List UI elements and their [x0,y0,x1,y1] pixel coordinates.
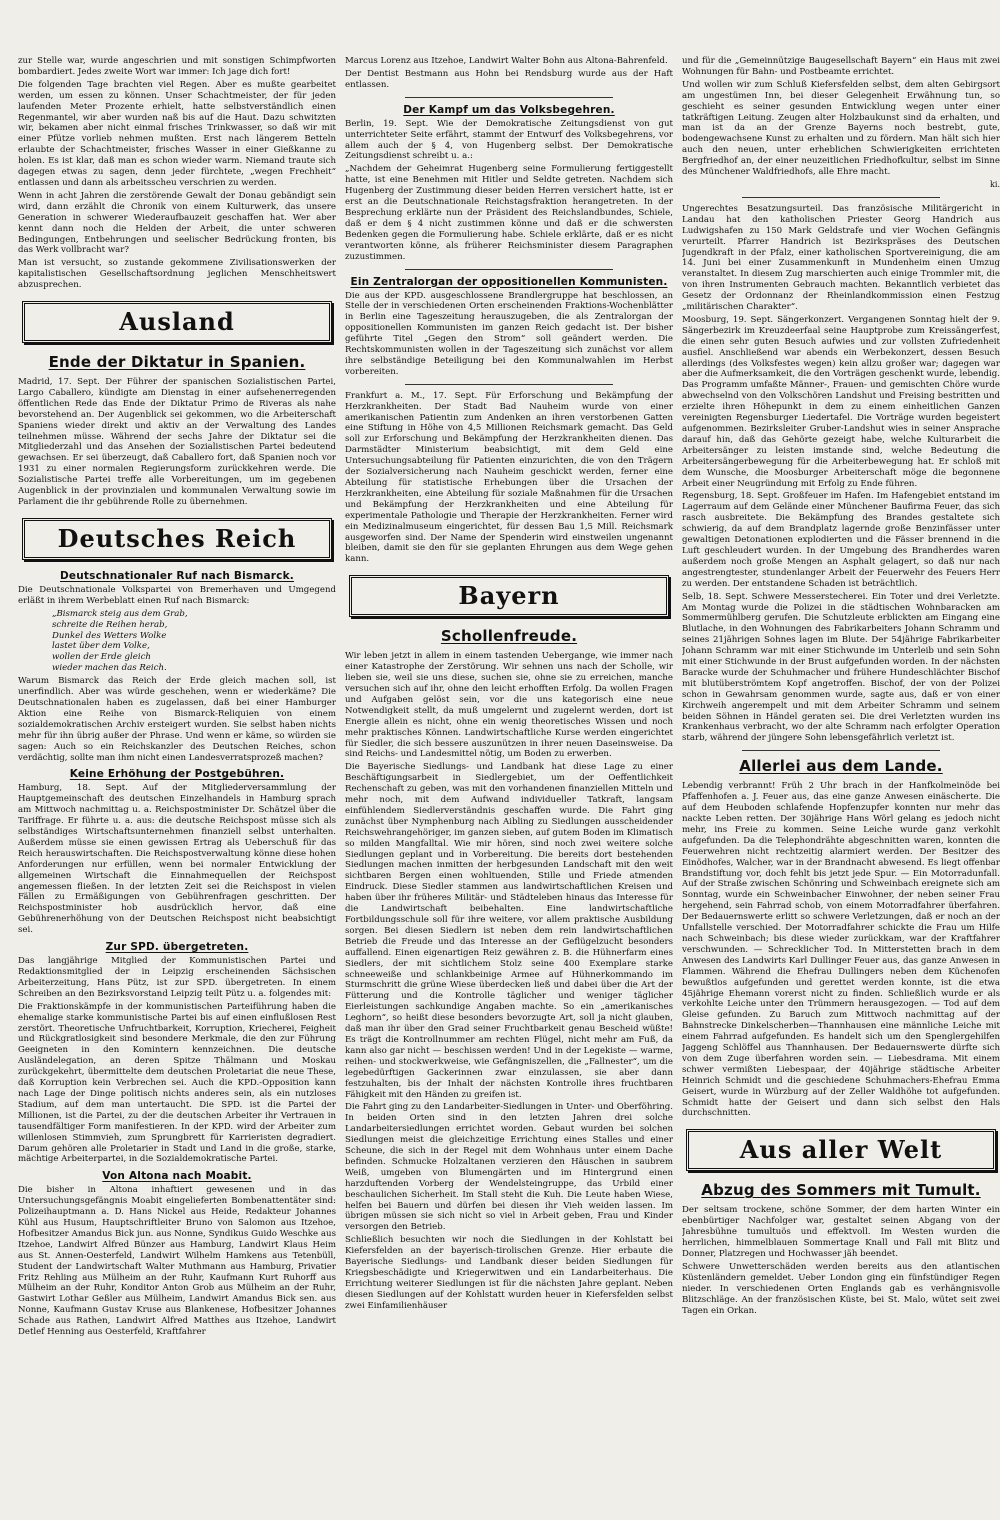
article-body: Frankfurt a. M., 17. Sept. Für Erforschung und Bekämpfung der Herzkrankheiten. Der Stadt Bad Nauheim wurde von einer amerikanischen Patientin zum Andenken an ihren verstorbenen Gatten eine Stiftung in Höhe von 4,5 Millionen Reichsmark gemacht. Das Geld soll zur Erforschung und Bekämpfung der Herzkrankheiten dienen. Das Darmstädter Ministerium beabsichtigt, mit dem Geld eine Untersuchungsabteilung für Patienten einzurichten, die von den Trägern der Sozialversicherung nach Nauheim geschickt werden, ferner eine Abteilung für statistische Erhebungen über die Ursachen der Herzkrankheiten, eine Abteilung für soziale Maßnahmen für die Ursachen und Bekämpfung der Herzkrankheiten und eine Abteilung für experimentale Pathologie und Therapie der Herzkrankheiten. Ferner wird ein Medizinalmuseum eingerichtet, für dessen Bau 1,5 Mill. Reichsmark ausgeworfen sind. Der Name der Spenderin wird einstweilen ungenannt bleiben, damit sie den für sie geplanten Ehrungen aus dem Wege gehen kann. [345,390,673,565]
column-2 [345,56,673,1510]
column-fade [18,1486,336,1510]
article-headline: Abzug des Sommers mit Tumult. [701,1181,981,1200]
article-body: Die Fraktionskämpfe in der kommunistischen Parteiführung haben die ehemalige starke kommunistische Partei bis auf einen einflußlosen Rest zerstört. Theoretische Unfruchtbarkeit, Korruption, Kriecherei, Feigheit und Rückgratlosigkeit sind besondere Merkmale, die den zur Führung Geeigneten in den Komintern kennzeichnen. Die deutsche Ausländelegation, an deren Spitze Thälmann und Moskau zurückgekehrt, übermittelte dem deutschen Proletariat die neue These, daß Korruption kein Verbrechen sei. Auch die KPD.-Opposition kann nach Lage der Dinge politisch nichts anderes sein, als ein nutzloses Stadium, auf dem man untertaucht. Die SPD. ist die Partei der Millionen, ist die Partei, zu der die deutschen Arbeiter ihr Vertrauen in tausendfältiger Form manifestieren. In der KPD. wird der Arbeiter zum willenlosen Stimmvieh, zum Sprungbrett für Karrieristen degradiert. Darum gehören alle Proletarier in Stadt und Land in die große, starke, mächtige Arbeiterpartei, in die Sozialdemokratische Partei. [18,1001,336,1165]
section-header-bayern [349,575,669,617]
paragraph: und für die „Gemeinnützige Baugesellschaft Bayern“ ein Haus mit zwei Wohnungen für Bahn- und Postbeamte errichtet. [682,56,1000,77]
article-body: Die aus der KPD. ausgeschlossene Brandlergruppe hat beschlossen, an Stelle der in verschiedenen Orten erscheinenden Fraktions-Wochenblätter in Berlin eine Tageszeitung herauszugeben, die als Zentralorgan der oppositionellen Kommunisten im ganzen Reich gedacht ist. Der bisher geführte Titel „Gegen den Strom“ soll geändert werden. Die Rechtskommunisten wollen in der Tageszeitung sich zunächst vor allem ihre selbständige Beteiligung bei den Kommunalwahlen im Herbst vorbereiten. [345,290,673,377]
divider [405,97,613,98]
section-header-ausland [22,301,332,343]
article-body: Moosburg, 19. Sept. Sängerkonzert. Vergangenen Sonntag hielt der 9. Sängerbezirk im Kreuzdeerfaal seine Hauptprobe zum Kreissängerfest, die einen sehr guten Besuch aufwies und zur vollsten Zufriedenheit ausfiel. Anschließend war abends ein Werbekonzert, dessen Besuch allerdings (des Volksfestes wegen) kein allzu großer war; dagegen war aber die Aufmerksamkeit, die den Vorträgen geschenkt wurde, lebendig. Das Programm umfaßte Männer-, Frauen- und gemischten Chöre wurde abwechselnd von den Volkschören Landshut und Freising bestritten und erzielte ihren Höhepunkt in dem zu einem einheitlichen Ganzen vereinigten Regensburger Liedertafel. Die Vorträge wurden begeistert aufgenommen. Bezirksleiter Gruber-Landshut wies in seiner Ansprache darauf hin, daß das Gehörte gezeigt habe, welche Kulturarbeit die Arbeitersänger zu leisten imstande sind, welche Bedeutung die Arbeitersängerbewegung für die Arbeiterbewegung hat. Er schloß mit dem Wunsche, die Moosburger Arbeiterschaft möge die begonnene Arbeit einer Neugründung mit Erfolg zu Ende führen. [682,314,1000,489]
article-body: Der seltsam trockene, schöne Sommer, der dem harten Winter ein ebenbürtiger Nachfolger war, gestaltet seinen Abgang von der Jahresbühne tumultuös und effektvoll. Im Westen wurden die herrlichen, himmelblauen Sommertage Knall und Fall mit Blitz und Donner, Platzregen und Hochwasser jäh beendet. [682,1205,1000,1259]
article-body: Die Bayerische Siedlungs- und Landbank hat diese Lage zu einer Beschäftigungsarbeit in Siedlergebiet, um der Oeffentlichkeit Rechenschaft zu geben, was mit den vorhandenen finanziellen Mitteln und mehr noch, mit dem Aufwand individueller Tatkraft, langsam einfühlendem Siedlerverständnis geschaffen wurde. Die Fahrt ging zunächst über Nymphenburg nach Aibling zu Siedlungen ausscheidender Reichswehrangehöriger, im ganzen sieben, auf gutem Boden im Klimatisch so milden Mangfalltal. Wie mir hören, sind noch zwei weitere solche Siedlungen geplant und in Vorbereitung. Die bereits dort bestehenden Siedlungen machen inmitten der herbgesunden Landschaft mit den weit sichtbaren Bergen einen wohltuenden, Stille und Friede atmenden Eindruck. Diese Siedler stammen aus landwirtschaftlichen Kreisen und haben über ihr früheres Militär- und Städteleben hinaus das Interesse für die Landwirtschaft beibehalten. Eine landwirtschaftliche Fortbildungsschule soll für ihre weitere, vor allem praktische Ausbildung sorgen. Bei diesen Siedlern ist neben dem rein landwirtschaftlichen Betrieb die Freude und das Interesse an der Geflügelzucht besonders auffallend. Einen eigenartigen Reiz gewähren z. B. die Hühnerfarm eines Siedlers, der mit sichtlichem Stolz seine 400 Exemplare starke schneeweiße und schlankbeinige Armee auf Hühnerkommando im Sturmschritt die grüne Wiese überdecken ließ und dabei über die Art der Fütterung und die Kontrolle täglicher und weniger täglicher Eierleistungen sachkundige Angaben machte. So ein „amerikanisches Leghorn“, so heißt diese besonders bevorzugte Art, soll ja nicht glauben, daß man ihr über den Grad seiner Fruchtbarkeit genau Bescheid wüßte! Es trägt die Kontrollnummer am rechten Flügel, nicht mehr am Fuß, da kann also gar nicht — beschissen werden! Und in der Legekiste — warme, reihen- und stockwerkweise, wie Gefängniszellen, die „Fallnester“, um die legebedürftigen Gackerinnen zwar einzulassen, sie aber dann festzuhalten, bis der Inhalt der nächsten Kontrolle ihres fruchtbaren Fähigkeit mit den Händen zu greifen ist. [345,762,673,1100]
column-fade [682,1486,1000,1510]
paragraph: Und wollen wir zum Schluß Kiefersfelden selbst, dem alten Gebirgsort am ungestümen Inn, bei dieser Gelegenheit Erwähnung tun, so geschieht es seiner gesunden Entwicklung wegen unter einer tatkräftigen Leitung. Zeugen alter Holzbaukunst sind da erhalten, und man ist da an der Grenze Bayerns noch bestrebt, gute, bodengewachsene Kunst zu erhalten und zu fördern. Man hält sich hier auch den neuen, unter erheblichen Schwierigkeiten errichteten Bergfriedhof an, der einer neuzeitlichen Friedhofkultur, selbst im Sinne des Münchener Waldfriedhofs, alle Ehre macht. [682,79,1000,178]
article-body: Regensburg, 18. Sept. Großfeuer im Hafen. Im Hafengebiet entstand im Lagerraum auf dem Gelände einer Münchener Baufirma Feuer, das sich rasch ausbreitete. Die Bekämpfung des Brandes gestaltete sich schwierig, da auf dem Brandplatz lagernde große Benzinfässer unter gewaltigen Detonationen explodierten und die Fässer brennend in die Luft geschleudert wurden. In der Umgebung des Brandherdes waren außerdem noch große Mengen an Asphalt gelagert, so daß nur nach angestrengtester, stundenlanger Arbeit der Feuerwehr des Feuers Herr zu werden. Der entstandene Schaden ist beträchtlich. [682,491,1000,589]
article-headline: Von Altona nach Moabit. [102,1170,252,1183]
article-body: Schließlich besuchten wir noch die Siedlungen in der Kohlstatt bei Kiefersfelden an der bayerisch-tirolischen Grenze. Hier erbaute die Bayerische Siedlungs- und Landbank dieser beiden Siedlungen für Kriegsbeschädigte und Kriegerwitwen und ein Landarbeiterhaus. Die Errichtung weiterer Siedlungen ist für die nächsten Jahre geplant. Neben diesen Siedlungen auf der Kohlstatt wurden heuer in Kiefersfelden selbst zwei Einfamilienhäuser [345,1235,673,1311]
article-body: Das langjährige Mitglied der Kommunistischen Partei und Redaktionsmitglied der in Leipzig erscheinenden Sächsischen Arbeiterzeitung, Hans Pütz, ist zur SPD. übergetreten. In einem Schreiben an den Bezirksvorstand Leipzig teilt Pütz u. a. folgendes mit: [18,956,336,999]
section-title: Deutsches Reich [57,523,297,553]
article-headline: Zur SPD. übergetreten. [105,941,249,954]
section-header-aus-aller-welt [686,1129,996,1171]
article-headline: Allerlei aus dem Lande. [739,757,943,776]
section-title: Ausland [119,307,235,337]
article-body: Schwere Unwetterschäden werden bereits aus den atlantischen Küstenländern gemeldet. Ueber London ging ein fünfstündiger Regen nieder. In verschiedenen Orten Englands gab es verhängnisvolle Blitzschläge. An der französischen Küste, bei St. Malo, wütet seit zwei Tagen ein Orkan. [682,1261,1000,1316]
paragraph: Marcus Lorenz aus Itzehoe, Landwirt Walter Bohn aus Altona-Bahrenfeld. [345,56,668,66]
article-body: Die bisher in Altona inhaftiert gewesenen und in das Untersuchungsgefängnis Moabit eingelieferten Bombenattentäter sind: Polizeihauptmann a. D. Hans Nickel aus Heide, Redakteur Johannes Kühl aus Husum, Hauptschriftleiter Bruno von Salomon aus Itzehoe, Hofbesitzer Amandus Bick jun. aus Nonne, Syndikus Guido Weschke aus Itzehoe, Landwirt Alfred Bünzer aus Hamburg, Landwirt Klaus Heim aus St. Annen-Oesterfeld, Landwirt Wilhelm Hamkens aus Tetenbüll, Student der Landwirtschaft Walter Muthmann aus Hamburg, Privatier Fritz Rehling aus Mülheim an der Ruhr, Kaufmann Kurt Ruhorff aus Mülheim an der Ruhr, Konditor Anton Grob aus Mülheim an der Ruhr, Gastwirt Lothar Geßler aus Mülheim, Landwirt Amandus Bick sen. aus Nonne, Kaufmann Gustav Kruse aus Blankenese, Hofbesitzer Johannes Schade aus Rathen, Landwirt Alfred Matthes aus Itzehoe, Landwirt Detlef Henning aus Oesterfeld, Kraftfahrer [18,1185,336,1338]
section-title: Bayern [458,581,560,611]
column-1 [18,56,336,1510]
article-body: Madrid, 17. Sept. Der Führer der spanischen Sozialistischen Partei, Largo Caballero, kündigte am Dienstag in einer aufsehenerregenden öffentlichen Rede das Ende der Diktatur Primo de Riveras als nahe bevorstehend an. Der Augenblick sei gekommen, wo die Arbeiterschaft Spaniens wieder direkt und aktiv an der Verwaltung des Landes teilnehmen müsse. Während der sechs Jahre der Diktatur sei die Mitgliederzahl und das Ansehen der Sozialistischen Partei bedeutend gewachsen. Er sei überzeugt, daß Caballero fort, daß Spanien noch vor 1931 zu einer normalen Regierungsform zurückkehren werde. Die Sozialistische Partei treffe alle Vorbereitungen, um im gegebenen Augenblick in der provinzialen und kommunalen Verwaltung sowie im Parlament die ihr gebührende Rolle zu übernehmen. [18,377,336,507]
article-headline: Der Kampf um das Volksbegehren. [403,103,615,116]
article-headline: Ein Zentralorgan der oppositionellen Kommunisten. [350,275,668,288]
paragraph: Die folgenden Tage brachten viel Regen. Aber es mußte gearbeitet werden, um essen zu können. Unser Schachtmeister, der für jeden laufenden Meter Prozente erhielt, hatte selbstverständlich einen Regenmantel, wir aber wurden naß bis auf die Haut. Dazu schwitzten wir, bekamen aber nicht einmal frisches Trinkwasser, so daß wir mit einer Pfütze vorlieb nehmen mußten. Erst nach längerem Betteln erlaubte der Schachtmeister, frisches Wasser in einer Gießkanne zu holen. Es ist klar, daß man es schon wieder warm. Niemand traute sich dagegen etwas zu sagen, denn jeder fürchtete, „wegen Frechheit“ entlassen und dann als arbeitsscheu verschrien zu werden. [18,79,336,188]
poem: „Bismarck steig aus dem Grab, schreite die Reihen herab, Dunkel des Wetters Wolke lastet über dem Volke, wollen der Erde gleich wieder machen das Reich. [52,608,188,674]
article-body: Ungerechtes Besatzungsurteil. Das französische Militärgericht in Landau hat den katholischen Priester Georg Handrich aus Ludwigshafen zu 150 Mark Geldstrafe und vier Wochen Gefängnis verurteilt. Pfarrer Handrich ist Bezirkspräses des Deutschen Jugendkraft in der Pfalz, einer katholischen Sportvereinigung, die am 14. Juni bei einer Zusammenkunft in Mundenheim einen Umzug veranstaltet. In diesem Zug marschierten auch einige Trommler mit, die von ihren Instrumenten Gebrauch machten. Bekanntlich verbietet das Gesetz der Ordonnanz der Rheinlandkommission einen Festzug „militärischen Charakter“. [682,203,1000,313]
divider [742,750,940,751]
article-headline: Deutschnationaler Ruf nach Bismarck. [60,569,294,582]
article-body: Wir leben jetzt in allem in einem tastenden Uebergange, wie immer nach einer Katastrophe der Zerstörung. Wir sehnen uns nach der Scholle, wir lieben sie, weil sie uns diese, suchen sie, ohne sie zu erreichen, manche versuchen sich auf ihr, ohne den leicht erhofften Erfolg. Da wollen Fragen und Aufgaben gelöst sein, vor die uns kategorisch eine neue Notwendigkeit stellt, da muß umgelernt und zugelernt werden, dort ist Energie allein es nicht, ohne ein wenig theoretisches Wissen und noch mehr praktisches Können. Landwirtschaftliche Kurse werden eingerichtet für Siedler, die sich bessere auszunützen in ihrer neuen Daseinsweise. Da sind Reichs- und Landesmittel nötig, um Boden zu erwerben. [345,651,673,760]
article-body: Berlin, 19. Sept. Wie der Demokratische Zeitungsdienst von gut unterrichteter Seite erfährt, stammt der Entwurf des Volksbegehrens, vor allem auch der § 4, von Hugenberg selbst. Der Demokratische Zeitungsdienst schreibt u. a.: [345,118,673,162]
paragraph: Der Dentist Bestmann aus Hohn bei Rendsburg wurde aus der Haft entlassen. [345,68,673,90]
paragraph: zur Stelle war, wurde angeschrien und mit sonstigen Schimpfworten bombardiert. Jedes zweite Wort war immer: Ich jage dich fort! [18,56,336,77]
paragraph: Wenn in acht Jahren die zerstörende Gewalt der Donau gebändigt sein wird, dann erzählt die Chronik von einem Kulturwerk, das unsere Generation in schwerer Wiederaufbauzeit geschaffen hat. Wer aber kennt dann noch die Helden der Arbeit, die unter schweren Bedingungen, Entbehrungen und seelischer Bedrückung fronten, bis das Werk vollbracht war? [18,190,336,256]
author-signature: ki. [990,179,1000,189]
section-title: Aus aller Welt [739,1135,943,1165]
article-headline: Schollenfreude. [440,627,578,646]
column-3 [682,56,1000,1510]
article-body: Lebendig verbrannt! Früh 2 Uhr brach in der Hanfkolmeinöde bei Pfaffenhofen a. J. Feuer aus, das eine ganze Anwesen einäscherte. Die auf dem Heuboden schlafende Hopfenzupfer konnten nur mehr das nackte Leben retten. Der 30jährige Hans Wörl gelang es jedoch nicht mehr, ins Freie zu kommen. Seine Leiche wurde ganz verkohlt aufgefunden. Da die Telephondrähte abgeschnitten waren, konnten die Feuerwehren nicht rechtzeitig alarmiert werden. Der Besitzer des Einödhofes, Walcher, war in der Brandnacht abwesend. Es liegt offenbar Brandstiftung vor, doch fehlt bis jetzt jede Spur. — Ein Motorradunfall. Auf der Straße zwischen Schönring und Schweinbach ereignete sich am Sonntag, wurde ein Schweinbacher Einwohner, der neben seiner Frau hergehend, sein Fahrrad schob, von einem Motorradfahrer überfahren. Der Bedauernswerte erlitt so schwere Verletzungen, daß er noch an der Unfallstelle verschied. Der Motorradfahrer schickte die Frau um Hilfe nach Schweinbach; bis diese wieder zurückkam, war der Kraftfahrer verschwunden. — Schrecklicher Tod. In Mitterstetten brach in dem Anwesen des Landwirts Karl Dullinger Feuer aus, das ganze Anwesen in Flammen. Während die Ehefrau Dullingers neben dem Küchenofen bewußtlos aufgefunden und gerettet werden konnte, ist die etwa 45jährige Ehemann vorerst nicht zu finden. Schließlich wurde er als verkohlte Leiche unter den Trümmern herausgezogen. — Tod auf dem Gleise gefunden. Zu Baruch zum Mittwoch nachmittag auf der Bahnstrecke Dinkelscherben—Thannhausen eine männliche Leiche mit einem Fahrrad aufgefunden. Es handelt sich um den Spenglergehilfen Jaggeng Schlöffel aus Thannhausen. Der Bedauernswerte dürfte sich von dem Zuge überfahren worden sein. — Liebesdrama. Mit einem schwer vermißten Liebespaar, der 40jährige städtische Arbeiter Heinrich Schmidt und die geschiedene Schuhmachers-Ehefrau Emma Geisert, wurde in Würzburg auf der Zeller Waldhöhe tot aufgefunden. Schmidt hatte der Geisert und dann sich selbst den Hals durchschnitten. [682,781,1000,1119]
article-body: Selb, 18. Sept. Schwere Messerstecherei. Ein Toter und drei Verletzte. Am Montag wurde die Polizei in die städtischen Wohnbaracken am Sommermühlberg gerufen. Die Schutzleute erblickten am Eingang eine Blutlache, in den Wohnungen des Fabrikarbeiters Johann Schramm und seines 21jährigen Sohnes lagen im Blute. Der 54jährige Fabrikarbeiter Johann Schramm war mit einer Stichwunde im Unterleib und sein Sohn mit einer Stichwunde in der Brust aufgefunden worden. In der nächsten Baracke wurde der Schuhmacher und frühere Hundeschlächter Bischof mit blutüberströmtem Kopf angetroffen. Bischof, der von der Polizei schon in Gewahrsam genommen wurde, sagte aus, daß er von einer Kirchweih angerempelt und mit dem Arbeiter Schramm und seinem beiden Söhnen in Händel geraten sei. Die drei Verletzten wurden ins Krankenhaus verbracht, wo der alte Schramm nach erfolgter Operation starb, während der jüngere Sohn lebensgefährlich verletzt ist. [682,591,1000,744]
paragraph: Man ist versucht, so zustande gekommene Zivilisationswerken der kapitalistischen Gesellschaftsordnung jeglichen Menschheitswert abzusprechen. [18,258,336,291]
divider [405,269,613,270]
section-header-deutsches-reich [22,518,332,560]
article-headline: Keine Erhöhung der Postgebühren. [69,768,285,781]
article-body: Warum Bismarck das Reich der Erde gleich machen soll, ist unerfindlich. Aber was würde geschehen, wenn er wiederkäme? Die Deutschnationalen haben es zugelassen, daß bei einer Hamburger Aktion eine Reihe von Bismarck-Reliquien von einem sozialdemokratischen Archiv ersteigert wurden. Sie selbst haben nichts mehr für ihn übrig außer der Phrase. Und wenn er käme, so würden sie sagen: Auch so ein Reichskanzler des Deutschen Reiches, schon verdächtig, sollte man ihm nicht einen Landesverratsprozeß machen? [18,676,336,763]
column-fade [345,1486,673,1510]
divider [405,384,613,385]
article-body: Die Fahrt ging zu den Landarbeiter-Siedlungen in Unter- und Oberföhring. In beiden Orten sind in den letzten Jahren drei solche Landarbeitersiedlungen errichtet worden. Gebaut wurden bei solchen Siedlungen meist die gleichzeitige Errichtung eines Stalles und einer Scheune, die sich in der Regel mit dem Wohnhaus unter einem Dache befinden. Schmucke Holzaltanen verzieren den Häuschen in saubrem Weiß, umgeben von Blumengärten und im Hintergrund einen harzduftenden Vorberg der Wendelsteingruppe, das Urbild einer beschaulichen Sicherheit. Im Stall steht die Kuh. Die Leute haben Wiese, helfen bei Bauern und dürfen bei diesen ihr Vieh weiden lassen. Im übrigen müssen sie sich nicht so viel in Arbeit geben, Frau und Kinder versorgen den Betrieb. [345,1102,673,1233]
article-headline: Ende der Diktatur in Spanien. [48,353,306,372]
article-body: Die Deutschnationale Volkspartei von Bremerhaven und Umgegend erläßt in ihrem Werbeblatt einen Ruf nach Bismarck: [18,584,336,606]
article-body: „Nachdem der Geheimrat Hugenberg seine Formulierung fertiggestellt hatte, ist eine Benehmen mit Hitler und Seldte getreten. Nachdem sich Hugenberg der Zustimmung dieser beiden Herren versichert hatte, ist er erst an die Deutschnationale Reichstagsfraktion herangetreten. In der Besprechung erklärte nun der Präsident des Reichslandbundes, Schiele, daß er dem § 4 nicht zustimmen könne und daß er die schwersten Bedenken gegen die Formulierung habe. Schiele erklärte, daß er es nicht verantworten könne, als früherer Reichsminister diesem Paragraphen zuzustimmen. [345,164,673,262]
article-body: Hamburg, 18. Sept. Auf der Mitgliederversammlung der Hauptgemeinschaft des deutschen Einzelhandels in Hamburg sprach am Mittwoch nachmittag u. a. Reichspostminister Dr. Schätzel über die Tariffrage. Er führte u. a. aus: die deutsche Reichspost müsse sich als selbständiges Wirtschaftsunternehmen finanziell selbst unterhalten. Außerdem müsse sie einen gewissen Ertrag als Ueberschuß für das Reich herauswirtschaften. Die Reichspostverwaltung könne diese hohen Anforderungen nur erfüllen, wenn bei normaler Entwicklung der allgemeinen Wirtschaft die Einnahmequellen der Reichspost angemessen fließen. In der letzten Zeit sei die Reichspost in vielen Fällen zu Ermäßigungen von Gebührenfragen geschritten. Der Reichspostminister hob ausdrücklich hervor, daß eine Gebührenerhöhung von der Deutschen Reichspost nicht beabsichtigt sei. [18,783,336,936]
divider [742,197,940,198]
